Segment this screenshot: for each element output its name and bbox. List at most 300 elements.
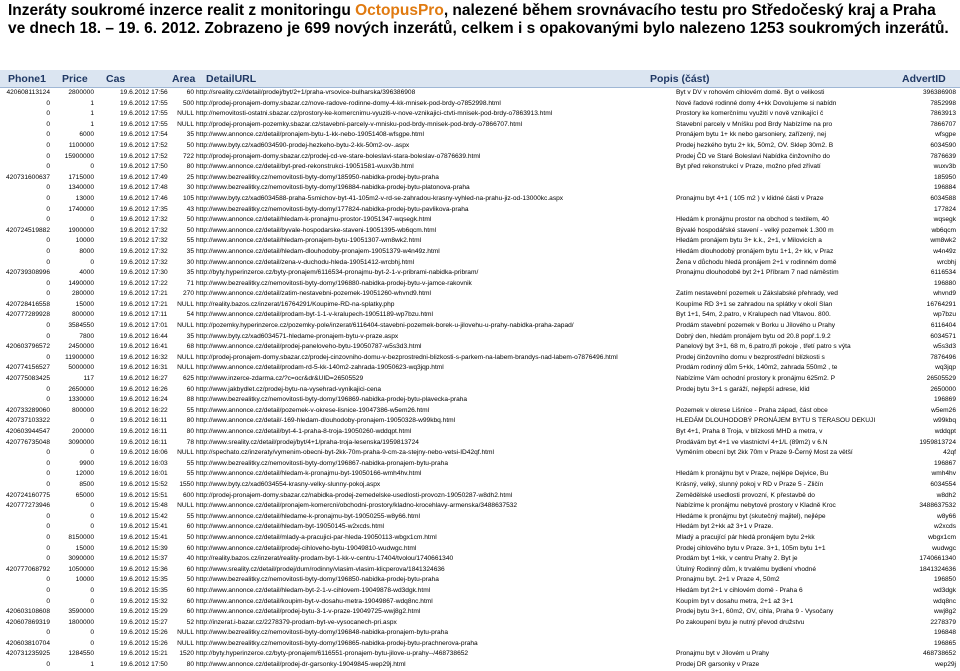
table-row <box>0 597 960 608</box>
cell-url[interactable]: http://byty.hyperinzerce.cz/byty-pronajem/6116551-pronajem-bytu-jilove-u-prahy--/468738652 <box>196 650 469 658</box>
cell-area: 80 <box>186 428 194 435</box>
header-advertid: AdvertID <box>902 73 946 85</box>
table-row <box>0 99 960 110</box>
cell-url[interactable]: http://www.annonce.cz/detail/mlady-a-pracujici-par-hleda-19050113-wbgx1cm.html <box>196 533 437 541</box>
cell-popis: Hledám dlouhodobý pronájem bytu 1+1, 2+ kk, v Praz <box>676 247 834 255</box>
cell-cas: 19.6.2012 17:32 <box>120 226 168 234</box>
cell-popis: Hledám byt 2+kk až 3+1 v Praze. <box>676 523 774 531</box>
cell-advertid: wep29j <box>935 661 956 669</box>
table-row <box>0 491 960 502</box>
cell-advertid: 16764291 <box>926 300 956 308</box>
cell-phone: 0 <box>46 216 50 224</box>
cell-url[interactable]: http://www.bezrealitky.cz/nemovitosti-byty-domy/196850-nabidka-prodej-bytu-praha <box>196 576 439 584</box>
table-row <box>0 247 960 258</box>
header-popis: Popis (část) <box>650 73 710 85</box>
cell-price: 800000 <box>71 406 94 414</box>
cell-cas: 19.6.2012 17:32 <box>120 247 168 255</box>
cell-advertid: 196880 <box>933 279 956 287</box>
cell-price: 0 <box>90 523 94 531</box>
table-row <box>0 501 960 512</box>
cell-url[interactable]: http://www.annonce.cz/detail/pronajem-bytu-1-kk-nebo-19051408-wfsgpe.html <box>196 131 424 139</box>
cell-advertid: 468738652 <box>922 650 956 658</box>
header-cas: Cas <box>106 73 126 85</box>
page-title <box>8 2 952 38</box>
cell-advertid: 6034588 <box>930 194 956 202</box>
table-row <box>0 649 960 660</box>
cell-area: 80 <box>186 163 194 171</box>
cell-phone: 0 <box>46 332 50 340</box>
cell-cas: 19.6.2012 16:24 <box>120 396 168 404</box>
cell-phone: 0 <box>46 279 50 287</box>
cell-area: 500 <box>182 99 194 107</box>
cell-area: 50 <box>186 576 194 584</box>
cell-advertid: 7863913 <box>930 110 956 118</box>
cell-url[interactable]: http://www.byty.cz/xad6034554-krasny-velky-slunny-pokoj.aspx <box>196 480 381 488</box>
cell-cas: 19.6.2012 16:11 <box>120 438 168 446</box>
table-row <box>0 374 960 385</box>
cell-price: 15000 <box>75 300 94 308</box>
cell-url[interactable]: http://www.annonce.cz/detail/byt-4-1-praha-8-troja-19050260-wddqpt.html <box>196 428 412 435</box>
cell-url[interactable]: http://www.annonce.cz/detail/pronajem-komercni/obchodni-prostory/kladno-krocehlavy-armenska/3488637532 <box>196 502 518 510</box>
cell-advertid: wrcbhj <box>936 258 956 266</box>
table-row <box>0 618 960 629</box>
cell-popis: Panelový byt 3+1, 68 m, 6.patro,tři pokoje , třetí patro s výta <box>676 343 851 351</box>
cell-cas: 19.6.2012 17:55 <box>120 120 168 128</box>
cell-cas: 19.6.2012 16:11 <box>120 417 168 425</box>
cell-area: NULL <box>177 322 194 330</box>
cell-url[interactable]: http://www.annonce.cz/detail/prodam-rd-5-kk-140m2-zahrada-19050623-wq3jqp.html <box>196 364 444 372</box>
cell-area: NULL <box>177 449 194 457</box>
cell-url[interactable]: http://reality.bazos.cz/inzerat/16764291/Koupime-RD-na-splatky.php <box>196 300 395 308</box>
cell-price: 8000 <box>79 247 94 255</box>
cell-phone: 420777289928 <box>5 311 50 319</box>
cell-url[interactable]: http://www.annonce.cz/detail/hledam-byt-2-1-v-cihlovem-19049878-wd3dgk.html <box>196 586 431 594</box>
cell-popis: Hledám byt 2+1 v cihlovém domě - Praha 6 <box>676 586 803 594</box>
cell-popis: Prostory ke komerčnímu využití v nově vznikající č <box>676 110 824 118</box>
cell-popis: Pronajmu dlouhodobě byt 2+1 Příbram 7 nad náměstím <box>676 269 839 277</box>
table-row <box>0 205 960 216</box>
table-row <box>0 162 960 173</box>
table-row <box>0 565 960 576</box>
cell-phone: 420603944547 <box>5 428 50 435</box>
cell-area: 60 <box>186 565 194 573</box>
cell-advertid: 7876496 <box>930 353 956 361</box>
cell-cas: 19.6.2012 16:06 <box>120 449 168 457</box>
cell-advertid: w8dh2 <box>936 491 956 499</box>
cell-price: 1340000 <box>68 184 94 192</box>
cell-price: 280000 <box>71 290 94 298</box>
cell-cas: 19.6.2012 17:52 <box>120 141 168 149</box>
cell-url[interactable]: http://www.annonce.cz/detail/prodej-bytu-3-1-v-praze-19049725-wwj8g2.html <box>196 608 421 616</box>
cell-price: 2450000 <box>68 343 94 351</box>
cell-popis: Dobrý den, hledám pronájem bytu od 20.8 popř.1.9.2 <box>676 332 831 340</box>
table-row <box>0 660 960 671</box>
cell-price: 3090000 <box>68 438 94 446</box>
cell-price: 0 <box>90 597 94 605</box>
table-row <box>0 363 960 374</box>
cell-url[interactable]: http://www.annonce.cz/detail/hledam-k-pronajmu-byt-19050166-wmh4hv.html <box>196 470 422 478</box>
cell-url[interactable]: http://www.bezrealitky.cz/nemovitosti-byty-domy/177824-nabidka-prodej-bytu-pavlikova-praha <box>196 205 469 213</box>
cell-url[interactable]: http://www.bezrealitky.cz/nemovitosti-byty-domy/196867-nabidka-pronajem-bytu-praha <box>196 459 449 467</box>
cell-cas: 19.6.2012 16:03 <box>120 459 168 467</box>
cell-phone: 420603108608 <box>5 608 50 616</box>
cell-phone: 0 <box>46 385 50 393</box>
cell-url[interactable]: http://www.annonce.cz/detail/byt-pred-rekonstrukci-19051581-wuxv3b.html <box>196 163 414 171</box>
cell-price: 0 <box>90 163 94 171</box>
cell-phone: 0 <box>46 470 50 478</box>
cell-cas: 19.6.2012 16:32 <box>120 353 168 361</box>
header-area: Area <box>172 73 196 85</box>
cell-url[interactable]: http://inzerat.i-bazar.cz/2278379-prodam-byt-ve-vysocanech-pri.aspx <box>196 618 397 626</box>
cell-url[interactable]: http://byty.hyperinzerce.cz/byty-pronajem/6116534-pronajmu-byt-2-1-v-pribrami-nabidka-pribram/ <box>196 269 479 277</box>
cell-area: 105 <box>182 194 194 202</box>
cell-url[interactable]: http://www.annonce.cz/detail/-169-hledam-dlouhodoby-pronajem-19050328-w99kbq.html <box>196 417 456 425</box>
cell-url[interactable]: http://www.inzerce-zdarma.cz/?c=ocr&dr&UID=26505529 <box>196 375 364 383</box>
cell-phone: 420776735048 <box>5 438 50 446</box>
cell-advertid: 3488637532 <box>919 502 956 510</box>
cell-area: 55 <box>186 470 194 478</box>
table-row <box>0 416 960 427</box>
cell-advertid: wdq8nc <box>933 597 956 605</box>
cell-price: 0 <box>90 216 94 224</box>
cell-area: 60 <box>186 385 194 393</box>
cell-price: 0 <box>90 639 94 647</box>
cell-url[interactable]: http://www.annonce.cz/detail/prodej-cihloveho-bytu-19049810-wudwgc.html <box>196 544 417 552</box>
cell-phone: 420607869319 <box>5 618 50 626</box>
cell-phone: 420724519882 <box>5 226 50 234</box>
cell-cas: 19.6.2012 16:11 <box>120 428 168 435</box>
cell-area: 30 <box>186 184 194 192</box>
cell-popis: Byt v DV v rohovém cihlovém domě. Byt o velikosti <box>676 89 825 96</box>
table-row <box>0 332 960 343</box>
cell-url[interactable]: http://www.annonce.cz/detail/prodej-paneloveho-bytu-19050787-w5s3d3.html <box>196 343 422 351</box>
cell-cas: 19.6.2012 17:01 <box>120 322 168 330</box>
cell-advertid: wuxv3b <box>933 163 956 171</box>
cell-url[interactable]: http://prodej-pronajem-domy.sbazar.cz/nabidka-prodej-zemedelske-usedlosti-provozn-19050287-w8dh2.html <box>196 491 513 499</box>
header-phone: Phone1 <box>8 73 46 85</box>
cell-price: 10000 <box>75 237 94 245</box>
cell-popis: Byt 4+1, Praha 8 Troja, v blízkosti MHD a metra, v <box>676 428 823 435</box>
cell-popis: Prodej hezkého bytu 2+ kk, 50m2, OV. Sklep 30m2. B <box>676 141 834 149</box>
table-row <box>0 120 960 131</box>
cell-cas: 19.6.2012 15:37 <box>120 555 168 563</box>
cell-url[interactable]: http://www.annonce.cz/detail/zatim-nestavebni-pozemek-19051260-whvnd9.html <box>196 290 431 298</box>
cell-price: 15000 <box>75 544 94 552</box>
cell-advertid: 396386908 <box>922 89 956 96</box>
cell-advertid: 177824 <box>933 205 956 213</box>
cell-url[interactable]: http://www.bezrealitky.cz/nemovitosti-byty-domy/196865-nabidka-prodej-bytu-prachnerova-praha <box>196 639 478 647</box>
cell-cas: 19.6.2012 17:54 <box>120 131 168 139</box>
cell-url[interactable]: http://www.byty.cz/xad6034571-hledame-pronajem-bytu-v-praze.aspx <box>196 332 399 340</box>
cell-url[interactable]: http://prodej-pronajem-domy.sbazar.cz/prodej-cinzovniho-domu-v-bezprostredni-blizkosti-s-parkem-na-labem-brandys-nad-labem-o7876496.html <box>196 353 618 361</box>
cell-area: 50 <box>186 216 194 224</box>
cell-price: 0 <box>90 586 94 594</box>
cell-cas: 19.6.2012 17:11 <box>120 311 168 319</box>
cell-price: 0 <box>90 449 94 457</box>
cell-url[interactable]: http://www.annonce.cz/detail/prodam-byt-1-1-v-kralupech-19051189-wp7bzu.html <box>196 311 434 319</box>
cell-price: 0 <box>90 512 94 520</box>
cell-url[interactable]: http://www.sreality.cz/detail/prodej/dum/rodinny/vlasim-vlasim-klicperova/1841324636 <box>196 565 445 573</box>
cell-area: NULL <box>177 639 194 647</box>
cell-advertid: wfsgpe <box>935 131 956 139</box>
cell-price: 1 <box>90 110 94 118</box>
cell-area: 722 <box>182 152 194 160</box>
cell-area: 35 <box>186 247 194 255</box>
cell-url[interactable]: http://www.sreality.cz/detail/prodej/byt/4+1/praha-troja-lesenska/1959813724 <box>196 438 419 446</box>
cell-advertid: wm8wk2 <box>930 237 956 245</box>
cell-cas: 19.6.2012 16:27 <box>120 375 168 383</box>
cell-area: 1550 <box>179 480 194 488</box>
cell-cas: 19.6.2012 15:35 <box>120 576 168 584</box>
cell-phone: 0 <box>46 290 50 298</box>
cell-url[interactable]: http://www.annonce.cz/detail/hledame-k-pronajmu-byt-19050255-w8y66.html <box>196 512 420 520</box>
table-row <box>0 268 960 279</box>
cell-url[interactable]: http://sreality.cz//detail/prodej/byt/2+1/praha-vrsovice-bulharska/396386908 <box>196 89 416 96</box>
cell-price: 0 <box>90 417 94 425</box>
cell-price: 1050000 <box>68 565 94 573</box>
cell-price: 0 <box>90 502 94 510</box>
table-row <box>0 438 960 449</box>
cell-advertid: wudwgc <box>932 544 956 552</box>
cell-cas: 19.6.2012 17:21 <box>120 300 168 308</box>
cell-phone: 420737103322 <box>5 417 50 425</box>
cell-phone: 420603796572 <box>5 343 50 351</box>
cell-advertid: 196869 <box>933 396 956 404</box>
cell-cas: 19.6.2012 15:48 <box>120 502 168 510</box>
cell-url[interactable]: http://www.bezrealitky.cz/nemovitosti-byty-domy/196869-nabidka-prodej-bytu-plavecka-praha <box>196 396 468 404</box>
cell-area: 80 <box>186 661 194 669</box>
cell-phone: 420777068792 <box>5 565 50 573</box>
cell-url[interactable]: http://www.annonce.cz/detail/prodej-dr-garsonky-19049845-wep29j.html <box>196 661 406 669</box>
cell-phone: 420724160775 <box>5 491 50 499</box>
cell-url[interactable]: http://www.jakbydlet.cz/prodej-bytu-na-vysehrad-vynikajici-cena <box>196 385 382 393</box>
cell-phone: 420733289060 <box>5 406 50 414</box>
cell-popis: Prodám stavební pozemek v Borku u Jílového u Prahy <box>676 322 836 330</box>
cell-area: 25 <box>186 173 194 181</box>
cell-popis: Nové řadové rodinné domy 4+kk Dovolujeme si nabídn <box>676 99 837 107</box>
table-row <box>0 88 960 99</box>
cell-url[interactable]: http://www.annonce.cz/detail/koupim-byt-v-dosahu-metra-19049867-wdq8nc.html <box>196 597 433 605</box>
cell-advertid: w4n49z <box>933 247 956 255</box>
cell-popis: Prodej cihlového bytu v Praze. 3+1, 105m bytu 1+1 <box>676 544 826 552</box>
cell-cas: 19.6.2012 15:41 <box>120 523 168 531</box>
cell-advertid: wd3dgk <box>933 586 956 594</box>
table-row <box>0 448 960 459</box>
cell-url[interactable]: http://reality.bazos.cz/inzerat/reality-prodam-byt-1-kk-v-centru-17404/tvolou/1740661340 <box>196 555 454 563</box>
cell-popis: Hledám k pronájmu prostor na obchod s textilem, 40 <box>676 216 829 224</box>
cell-cas: 19.6.2012 17:32 <box>120 237 168 245</box>
table-row <box>0 215 960 226</box>
cell-price: 2650000 <box>68 385 94 393</box>
cell-phone: 0 <box>46 629 50 637</box>
cell-url[interactable]: http://pozemky.hyperinzerce.cz/pozemky-pole/inzerat/6116404-stavebni-pozemek-borek-u-jilovehu-u-prahy-nabidka-praha-zapad/ <box>196 322 574 330</box>
cell-phone: 420731235925 <box>5 650 50 658</box>
cell-cas: 19.6.2012 15:42 <box>120 512 168 520</box>
cell-cas: 19.6.2012 15:41 <box>120 533 168 541</box>
cell-advertid: 7852998 <box>930 99 956 107</box>
cell-cas: 19.6.2012 16:31 <box>120 364 168 372</box>
cell-popis: Po zakoupení bytu je nutný převod družstvu <box>676 618 805 626</box>
table-row <box>0 406 960 417</box>
cell-area: 1520 <box>179 650 194 658</box>
cell-url[interactable]: http://www.annonce.cz/detail/hledam-byt-19050145-w2xcds.html <box>196 523 385 531</box>
cell-price: 1800000 <box>68 618 94 626</box>
cell-area: 50 <box>186 226 194 234</box>
cell-price: 10000 <box>75 576 94 584</box>
cell-phone: 0 <box>46 184 50 192</box>
cell-advertid: 196865 <box>933 639 956 647</box>
cell-advertid: wmh4hv <box>931 470 956 478</box>
cell-url[interactable]: http://www.annonce.cz/detail/byvale-hospodarske-staveni-19051395-wb6qcm.html <box>196 226 437 234</box>
cell-area: 60 <box>186 597 194 605</box>
cell-advertid: 42qf <box>943 449 956 457</box>
cell-phone: 420731600637 <box>5 173 50 181</box>
cell-price: 12000 <box>75 470 94 478</box>
cell-area: 30 <box>186 258 194 266</box>
cell-url[interactable]: http://www.bezrealitky.cz/nemovitosti-byty-domy/185950-nabidka-prodej-bytu-praha <box>196 173 439 181</box>
cell-popis: Pronájem bytu 1+ kk nebo garsoniery, zařízený, nej <box>676 131 826 139</box>
cell-area: 50 <box>186 533 194 541</box>
table-row <box>0 300 960 311</box>
cell-popis: Byt před rekonstrukcí v Praze, možno před zřívatí <box>676 163 821 171</box>
cell-url[interactable]: http://www.annonce.cz/detail/pozemek-v-okrese-lisnice-19047386-w5em26.html <box>196 406 430 414</box>
cell-phone: 0 <box>46 247 50 255</box>
table-row <box>0 279 960 290</box>
cell-url[interactable]: http://prodej-pronajem-domy.sbazar.cz/prodej-cd-ve-stare-boleslavi-stara-boleslav-o7876639.html <box>196 152 481 160</box>
cell-area: 55 <box>186 459 194 467</box>
cell-url[interactable]: http://www.byty.cz/xad6034590-prodej-hezkeho-bytu-2-kk-50m2-ov-.aspx <box>196 141 410 149</box>
cell-popis: Prodej bytu 3+1, 60m2, OV, cihla, Praha 9 - Vysočany <box>676 608 834 616</box>
cell-phone: 0 <box>46 322 50 330</box>
cell-phone: 0 <box>46 120 50 128</box>
cell-phone: 0 <box>46 480 50 488</box>
table-row <box>0 575 960 586</box>
cell-advertid: 196848 <box>933 629 956 637</box>
cell-price: 1284550 <box>68 650 94 658</box>
cell-phone: 420777273946 <box>5 502 50 510</box>
cell-price: 800000 <box>71 311 94 319</box>
cell-popis: Prodej ČD ve Staré Boleslavi Nabídka činžovního do <box>676 152 830 160</box>
cell-price: 8150000 <box>68 533 94 541</box>
cell-popis: Útulný Rodinný dům, k trvalému bydlení vhodné <box>676 565 817 573</box>
cell-cas: 19.6.2012 17:46 <box>120 194 168 202</box>
cell-phone: 420739308996 <box>5 269 50 277</box>
cell-area: NULL <box>177 502 194 510</box>
cell-area: 60 <box>186 608 194 616</box>
cell-url[interactable]: http://www.annonce.cz/detail/hledam-k-pronajmu-prostor-19051347-wqsegk.html <box>196 216 432 224</box>
cell-cas: 19.6.2012 15:32 <box>120 597 168 605</box>
cell-area: 52 <box>186 618 194 626</box>
cell-url[interactable]: http://www.annonce.cz/detail/hledam-dlouhodoby-pronajem-19051379-w4n49z.html <box>196 247 440 255</box>
cell-url[interactable]: http://www.bezrealitky.cz/nemovitosti-byty-domy/196880-nabidka-prodej-bytu-v-jamce-rakovnik <box>196 279 472 287</box>
cell-cas: 19.6.2012 17:32 <box>120 216 168 224</box>
cell-area: 80 <box>186 417 194 425</box>
cell-cas: 19.6.2012 15:26 <box>120 639 168 647</box>
cell-url[interactable]: http://www.bezrealitky.cz/nemovitosti-byty-domy/196884-nabidka-prodej-bytu-platonova-praha <box>196 184 470 192</box>
table-row <box>0 109 960 120</box>
cell-price: 7800 <box>79 332 94 340</box>
table-row <box>0 353 960 364</box>
cell-area: 60 <box>186 544 194 552</box>
cell-phone: 420774156527 <box>5 364 50 372</box>
cell-price: 6000 <box>79 131 94 139</box>
cell-phone: 0 <box>46 597 50 605</box>
cell-popis: Pronajmu byt. 2+1 v Praze 4, 50m2 <box>676 576 780 584</box>
cell-popis: Mladý a pracující pár hledá pronájem bytu 2+kk <box>676 533 815 541</box>
cell-url[interactable]: http://prodej-pronajem-domy.sbazar.cz/nove-radove-rodinne-domy-4-kk-mnisek-pod-brdy-o7852998.html <box>196 99 501 107</box>
cell-url[interactable]: http://nemovitosti-ostatni.sbazar.cz/prostory-ke-komercnimu-vyuziti-v-nove-vznikajici-ctvti-mnisek-pod-brdy-o7863913.html <box>196 110 553 118</box>
cell-popis: HLEDÁM DLOUHODOBÝ PRONÁJEM BYTU S TERASOU DEKUJI <box>676 417 876 425</box>
cell-phone: 0 <box>46 523 50 531</box>
cell-phone: 0 <box>46 512 50 520</box>
table-row <box>0 226 960 237</box>
cell-url[interactable]: http://www.annonce.cz/detail/hledam-pronajem-bytu-19051307-wm8wk2.html <box>196 237 422 245</box>
cell-price: 1490000 <box>68 279 94 287</box>
cell-phone: 420728416558 <box>5 300 50 308</box>
cell-phone: 420775083425 <box>5 375 50 383</box>
cell-cas: 19.6.2012 15:51 <box>120 491 168 499</box>
cell-phone: 0 <box>46 258 50 266</box>
cell-area: 270 <box>182 290 194 298</box>
cell-phone: 0 <box>46 163 50 171</box>
cell-area: NULL <box>177 300 194 308</box>
table-row <box>0 130 960 141</box>
cell-advertid: 6034571 <box>930 332 956 340</box>
cell-cas: 19.6.2012 17:35 <box>120 205 168 213</box>
cell-popis: Byt 1+1, 54m, 2.patro, v Kralupech nad Vltavou. 800. <box>676 311 831 319</box>
cell-price: 9900 <box>79 459 94 467</box>
cell-price: 200000 <box>71 428 94 435</box>
cell-url[interactable]: http://www.annonce.cz/detail/zena-v-duchodu-hleda-19051412-wrcbhj.html <box>196 258 415 266</box>
cell-area: NULL <box>177 353 194 361</box>
cell-url[interactable]: http://prodej-pronajem-pozemky.sbazar.cz/stavebni-parcely-v-mnisku-pod-brdy-mnisek-pod-brdy-o7866707.html <box>196 120 523 128</box>
cell-advertid: 1841324636 <box>919 565 956 573</box>
table-row <box>0 469 960 480</box>
table-row <box>0 480 960 491</box>
cell-area: 50 <box>186 141 194 149</box>
cell-advertid: wddqpt <box>934 428 956 435</box>
cell-area: NULL <box>177 364 194 372</box>
cell-advertid: 7866707 <box>930 120 956 128</box>
cell-area: NULL <box>177 120 194 128</box>
cell-price: 5000000 <box>68 364 94 372</box>
cell-popis: Zatím nestavební pozemek u Zákslabské přehrady, ved <box>676 290 838 298</box>
cell-cas: 19.6.2012 16:22 <box>120 406 168 414</box>
table-row <box>0 512 960 523</box>
table-row <box>0 427 960 438</box>
table-row <box>0 152 960 163</box>
cell-advertid: 1740661340 <box>919 555 956 563</box>
cell-advertid: wwj8g2 <box>934 608 956 616</box>
table-row <box>0 544 960 555</box>
cell-price: 1715000 <box>68 173 94 181</box>
cell-advertid: 7876639 <box>930 152 956 160</box>
cell-advertid: 196850 <box>933 576 956 584</box>
cell-cas: 19.6.2012 15:26 <box>120 629 168 637</box>
cell-url[interactable]: http://spechato.cz/inzeraty/vymenim-obecni-byt-2kk-70m-praha-9-cm-za-stejny-nebo-vetsi-ID42qf.html <box>196 449 494 457</box>
cell-cas: 19.6.2012 17:21 <box>120 290 168 298</box>
cell-popis: Koupím byt v dosahu metra, 2+1 až 3+1 <box>676 597 794 605</box>
cell-price: 3584550 <box>68 322 94 330</box>
cell-area: 40 <box>186 555 194 563</box>
cell-price: 1330000 <box>68 396 94 404</box>
cell-advertid: 6034590 <box>930 141 956 149</box>
cell-url[interactable]: http://www.bezrealitky.cz/nemovitosti-byty-domy/196848-nabidka-pronajem-bytu-praha <box>196 629 449 637</box>
table-row <box>0 554 960 565</box>
cell-url[interactable]: http://www.byty.cz/xad6034588-praha-5smichov-byt-41-105m2-v-rd-se-zahradou-krasny-vyhled-na-prahu-jiz-od-13000kc.aspx <box>196 194 564 202</box>
cell-area: 60 <box>186 523 194 531</box>
cell-phone: 0 <box>46 533 50 541</box>
